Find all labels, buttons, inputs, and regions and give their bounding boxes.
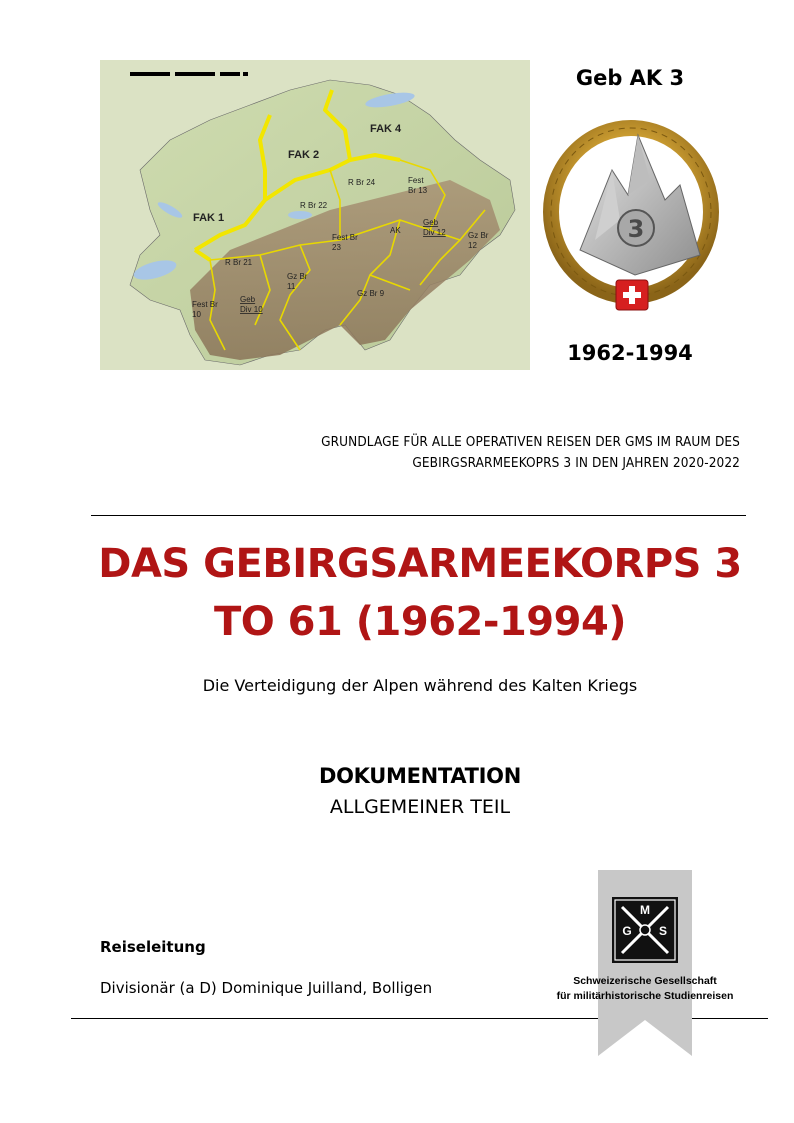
- switzerland-map: [100, 60, 530, 370]
- badge-title: Geb AK 3: [575, 66, 685, 90]
- leadership-label: Reiseleitung: [100, 938, 206, 956]
- map-label-gzbr9: Gz Br 9: [357, 289, 385, 298]
- map-label-festbr23-b: 23: [332, 243, 341, 252]
- map-label-ak: AK: [390, 226, 401, 235]
- documentation-subtitle: ALLGEMEINER TEIL: [329, 796, 511, 818]
- leadership-name: Divisionär (a D) Dominique Juilland, Bolligen: [100, 979, 433, 997]
- map-label-festbr10-a: Fest Br: [192, 300, 218, 309]
- basis-text: GRUNDLAGE FÜR ALLE OPERATIVEN REISEN DER GMS IM RAUM DES GEBIRGSRARMEEKOPRS 3 IN DEN JAHREN 2020-2022: [321, 434, 740, 471]
- geb-ak3-badge: [540, 100, 722, 330]
- gms-name-line1: Schweizerische Gesellschaft: [573, 975, 717, 987]
- main-title-line1: DAS GEBIRGSARMEEKORPS 3: [98, 541, 742, 587]
- map-scale-bar: [130, 72, 248, 76]
- map-label-festbr23-a: Fest Br: [332, 233, 358, 242]
- map-label-fak1: FAK 1: [193, 212, 225, 224]
- map-label-festbr13-a: Fest: [408, 176, 424, 185]
- gms-letter-s: S: [658, 924, 668, 938]
- map-label-festbr13-b: Br 13: [408, 186, 428, 195]
- gms-name-line2: für militärhistorische Studienreisen: [556, 990, 734, 1002]
- map-label-gebdiv10-b: Div 10: [240, 305, 263, 314]
- gms-letter-m: M: [640, 903, 650, 917]
- map-label-rbr22: R Br 22: [300, 201, 328, 210]
- badge-number: 3: [627, 215, 645, 243]
- main-title: [60, 535, 780, 651]
- map-label-gzbr12-a: Gz Br: [468, 231, 489, 240]
- main-title-line2: TO 61 (1962-1994): [213, 599, 627, 645]
- map-label-rbr24: R Br 24: [348, 178, 376, 187]
- badge-years: 1962-1994: [567, 341, 693, 365]
- map-label-gzbr11-a: Gz Br: [287, 272, 308, 281]
- map-label-rbr21: R Br 21: [225, 258, 253, 267]
- subtitle: Die Verteidigung der Alpen während des Kalten Kriegs: [202, 676, 638, 695]
- map-label-fak4: FAK 4: [370, 123, 402, 135]
- gms-letter-g: G: [622, 924, 632, 938]
- map-label-gebdiv10-a: Geb: [240, 295, 256, 304]
- divider-top: [91, 515, 746, 516]
- documentation-title: DOKUMENTATION: [318, 764, 522, 788]
- map-label-gebdiv12-b: Div 12: [423, 228, 446, 237]
- map-label-festbr10-b: 10: [192, 310, 201, 319]
- map-label-gzbr11-b: 11: [287, 282, 296, 291]
- map-label-fak2: FAK 2: [288, 149, 320, 161]
- map-label-gebdiv12-a: Geb: [423, 218, 439, 227]
- gms-name: [540, 974, 750, 1004]
- map-label-gzbr12-b: 12: [468, 241, 477, 250]
- lake-lucerne: [288, 211, 312, 219]
- gms-emblem-icon: [612, 897, 678, 963]
